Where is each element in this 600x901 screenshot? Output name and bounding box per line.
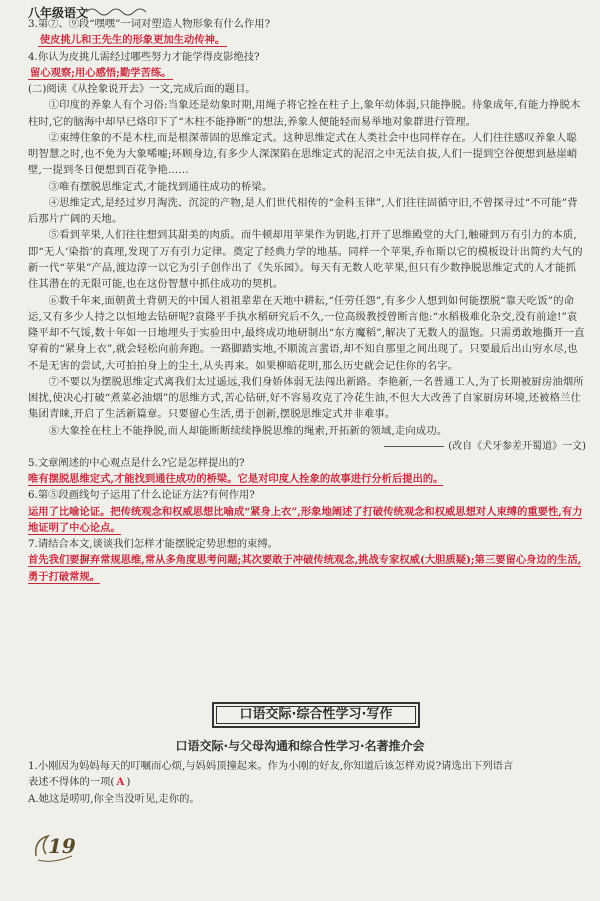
section-subtitle: 口语交际·与父母沟通和综合性学习·名著推介会 <box>175 739 425 753</box>
answer-7: 首先我们要摒弃常规思维,常从多角度思考问题;其次要敢于冲破传统观念,挑战专家权威(大胆质疑);第三要留心身边的生活,勇于打破常规。 <box>28 554 582 583</box>
paragraph-8: ⑧大象拴在柱上不能挣脱,而人却能断断续续挣脱思维的绳索,开拓新的领域,走向成功。 <box>48 424 448 437</box>
question-1-line-a: 1.小刚因为妈妈每天的叮嘱而心烦,与妈妈顶撞起来。作为小刚的好友,你知道后该怎样劝说?请选出下列语言 <box>28 760 514 772</box>
question-7: 7.请结合本文,谈谈我们怎样才能摆脱定势思想的束缚。 <box>28 538 278 551</box>
question-1-stem: 表述不得体的一项( <box>28 776 115 789</box>
answer-5: 唯有摆脱思维定式,才能找到通往成功的桥梁。它是对印度人拴象的故事进行分析后提出的。 <box>28 472 444 485</box>
paragraph-2: ②束缚住象的不是木柱,而是根深蒂固的思维定式。这种思维定式在人类社会中也同样存在。人们往往感叹养象人聪明智慧之时,也不免为大象唏嘘;环顾身边,有多少人深深陷在思维定式的泥沼之中无法自拔,人们一提到空谷便想到悬崖峭壁,一提到冬日便想到百花争艳…… <box>28 131 578 177</box>
question-4-text: 4.你认为皮挑儿需经过哪些努力才能学得皮影绝技? <box>28 50 260 63</box>
question-6: 6.第⑤段画线句子运用了什么论证方法?有何作用? <box>28 489 255 502</box>
section-box-border <box>216 706 416 724</box>
question-5: 5.文章阐述的中心观点是什么?它是怎样提出的? <box>28 456 245 469</box>
answer-6-line <box>28 504 586 537</box>
question-4 <box>28 49 586 65</box>
oral-communication-content <box>28 758 588 807</box>
answer-6: 运用了比喻论证。把传统观念和权威思想比喻成“紧身上衣”,形象地阐述了打破传统观念和权威思想对人束缚的重要性,有力地证明了中心论点。 <box>28 505 583 534</box>
question-3 <box>28 16 586 32</box>
section-heading: 口语交际·综合性学习·写作 <box>239 707 393 722</box>
answer-4: 留心观察;用心感悟;勤学苦练。 <box>30 66 172 79</box>
section-2-intro: (二)阅读《从拴象说开去》一文,完成后面的题目。 <box>28 83 256 96</box>
paragraph-4: ④思维定式,是经过岁月淘洗、沉淀的产物,是人们世代相传的“金科玉律”,人们往往固循守旧,不曾探寻过“不可能”背后那片广阔的天地。 <box>28 196 578 226</box>
paragraph-3: ③唯有摆脱思维定式,才能找到通往成功的桥梁。 <box>48 180 273 193</box>
page-header: 八年级语文 <box>28 6 89 20</box>
citation-line <box>28 439 586 455</box>
page-number: 19 <box>48 834 76 858</box>
citation: (改自《犬牙参差开蜀道》一文) <box>448 440 586 452</box>
header-swirl-icon <box>86 6 146 16</box>
answer-1: A <box>116 776 125 789</box>
paragraph-5: ⑤看到苹果,人们往往想到其甜美的肉质。而牛顿却用苹果作为钥匙,打开了思维殿堂的大门,触碰到万有引力的本质,即“无人‘染指’的真理,发现了万有引力定律。奠定了经典力学的地基。同样一个苹果,乔布斯以它的模板设计出简约大气的新一代“苹果”产品,渡边淳一以它为引子创作出了《失乐园》。每天有无数人吃苹果,但只有少数挣脱思维定式的人才能抓住其潜在的无限可能,也在这份智慧中抓住成功的契机。 <box>28 229 583 291</box>
question-1-close: ) <box>126 776 131 789</box>
answer-4-line <box>28 65 586 81</box>
answer-3-line <box>28 32 586 48</box>
paragraph-1: ①印度的养象人有个习俗:当象还是幼象时期,用绳子将它拴在柱子上,象年幼体弱,只能挣脱。待象成年,有能力挣脱木柱时,它的脑海中却早已烙印下了“木柱不能挣断”的想法,养象人便能轻而易举地对象群进行管理。 <box>28 99 581 128</box>
question-1-line-b <box>28 774 588 790</box>
section-heading-box <box>212 702 420 728</box>
divider <box>384 446 444 447</box>
answer-7-line <box>28 552 586 585</box>
paragraph-6: ⑥数千年来,面朝黄土背朝天的中国人祖祖辈辈在天地中耕耘,“任劳任怨”,有多少人想到如何能摆脱“靠天吃饭”的命运,又有多少人持之以恒地去钻研呢?袁隆平手执水稻研究后不久,一位高级教授曾断言他:“水稻极难化杂交,没有前途!”袁隆平却不气馁,数十年如一日地埋头于实验田中,最终成功地研制出“东方魔稻”,解决了无数人的温饱。只需勇敢地撕开一直穿着的“紧身上衣”,就会轻松向前奔跑。一路脚踏实地,不顺流言蜚语,却不知自那里之间出现了。只要最后出山穷水尽,也不是无害的尝试,大可拍拍身上的尘土,从头再来。如果柳暗花明,那么历史就会记住你的名字。 <box>28 294 585 372</box>
answer-5-line <box>28 471 586 487</box>
question-3-text: 3.第⑦、⑨段“嘿嘿”一词对塑造人物形象有什么作用? <box>28 18 271 30</box>
paragraph-7: ⑦不要以为摆脱思维定式离我们太过遥远,我们身娇体弱无法闯出新路。李艳新,一名普通工人,为了长期被厨房油烟所困扰,使决心打破“煮菜必油烟”的思维方式,苦心钻研,好不容易攻克了冷花生油,不但大大改善了自家厨房环境,还被格兰仕集团青睐,开启了生活新篇章。只要留心生活,勇于创新,摆脱思维定式并非难事。 <box>28 375 584 421</box>
main-content <box>28 16 586 585</box>
page-number-badge <box>32 826 80 866</box>
option-a: A.她这是唠叨,你全当没听见,走你的。 <box>28 792 200 805</box>
answer-3: 使皮挑儿和王先生的形象更加生动传神。 <box>39 34 226 47</box>
